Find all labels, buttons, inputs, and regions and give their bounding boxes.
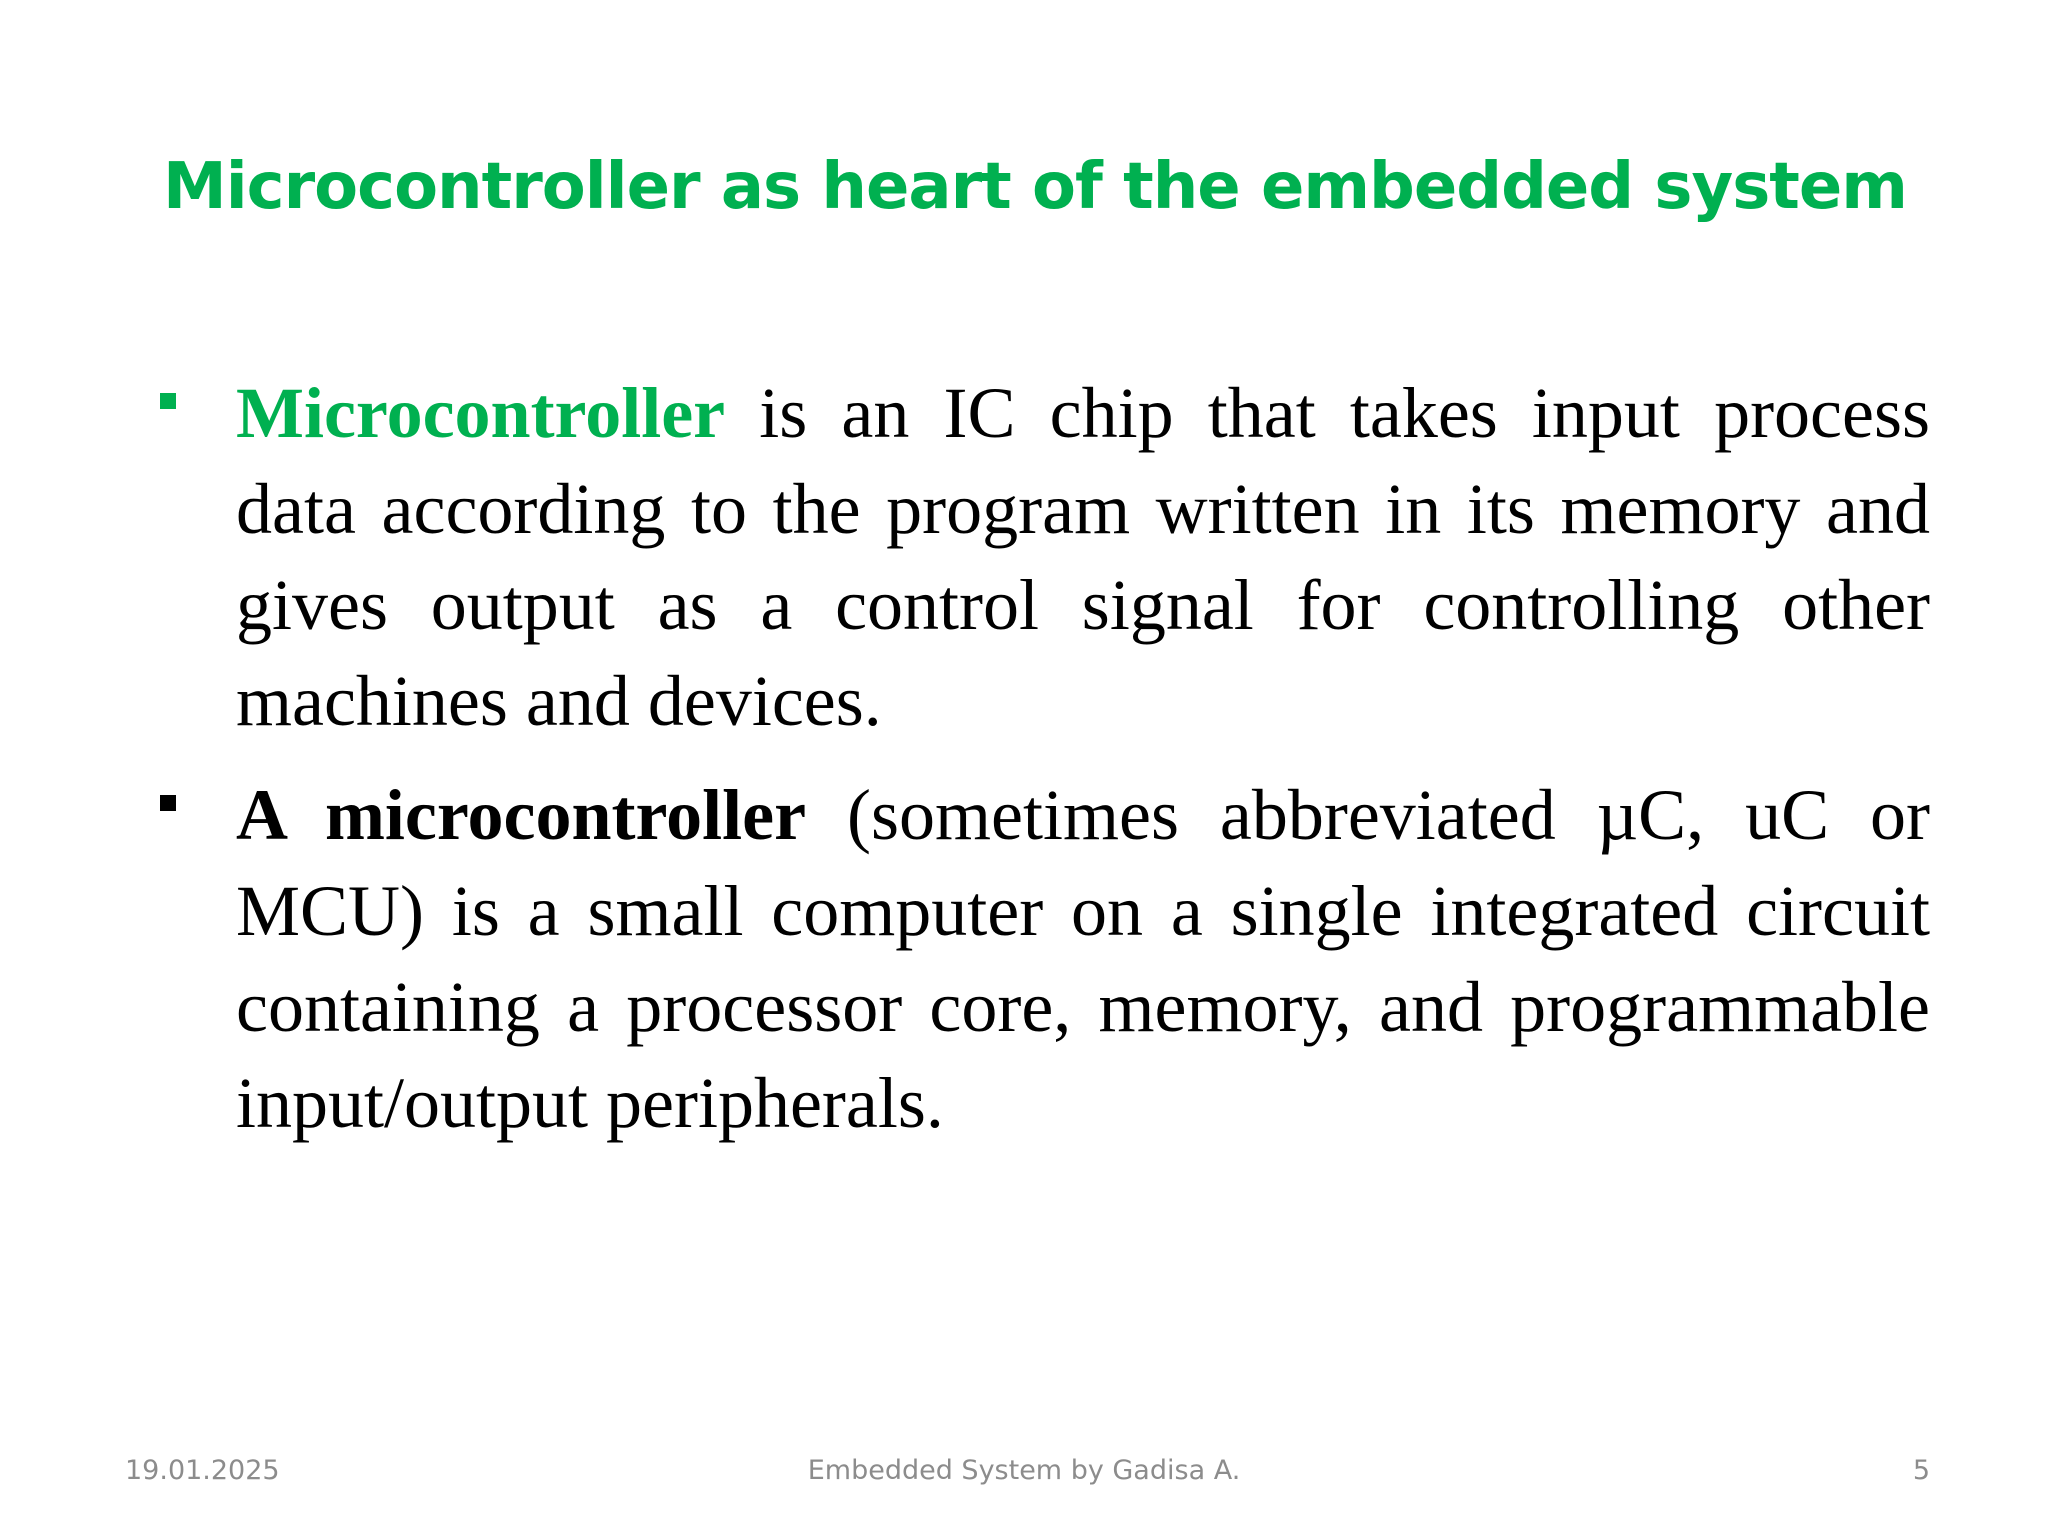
bullet-term: A microcontroller (236, 775, 807, 855)
square-bullet-icon (160, 795, 176, 811)
bullet-text: (sometimes abbreviated µC, uC or MCU) is a small computer on a single integrated circuit containing a processor core, memory, and programmable input/output peripherals. (236, 775, 1931, 1143)
bullet-item (160, 365, 1930, 749)
bullet-item (160, 767, 1930, 1151)
bullet-term: Microcontroller (236, 373, 726, 453)
square-bullet-icon (160, 393, 176, 409)
footer-title: Embedded System by Gadisa A. (807, 1455, 1241, 1486)
bullet-list (160, 365, 1930, 1169)
bullet-text: is an IC chip that takes input process data according to the program written in its memory and gives output as a control signal for controlling other machines and devices. (236, 373, 1930, 741)
page-number: 5 (1912, 1455, 1930, 1486)
footer-date: 19.01.2025 (125, 1455, 280, 1486)
slide-title: Microcontroller as heart of the embedded system (163, 150, 1907, 224)
